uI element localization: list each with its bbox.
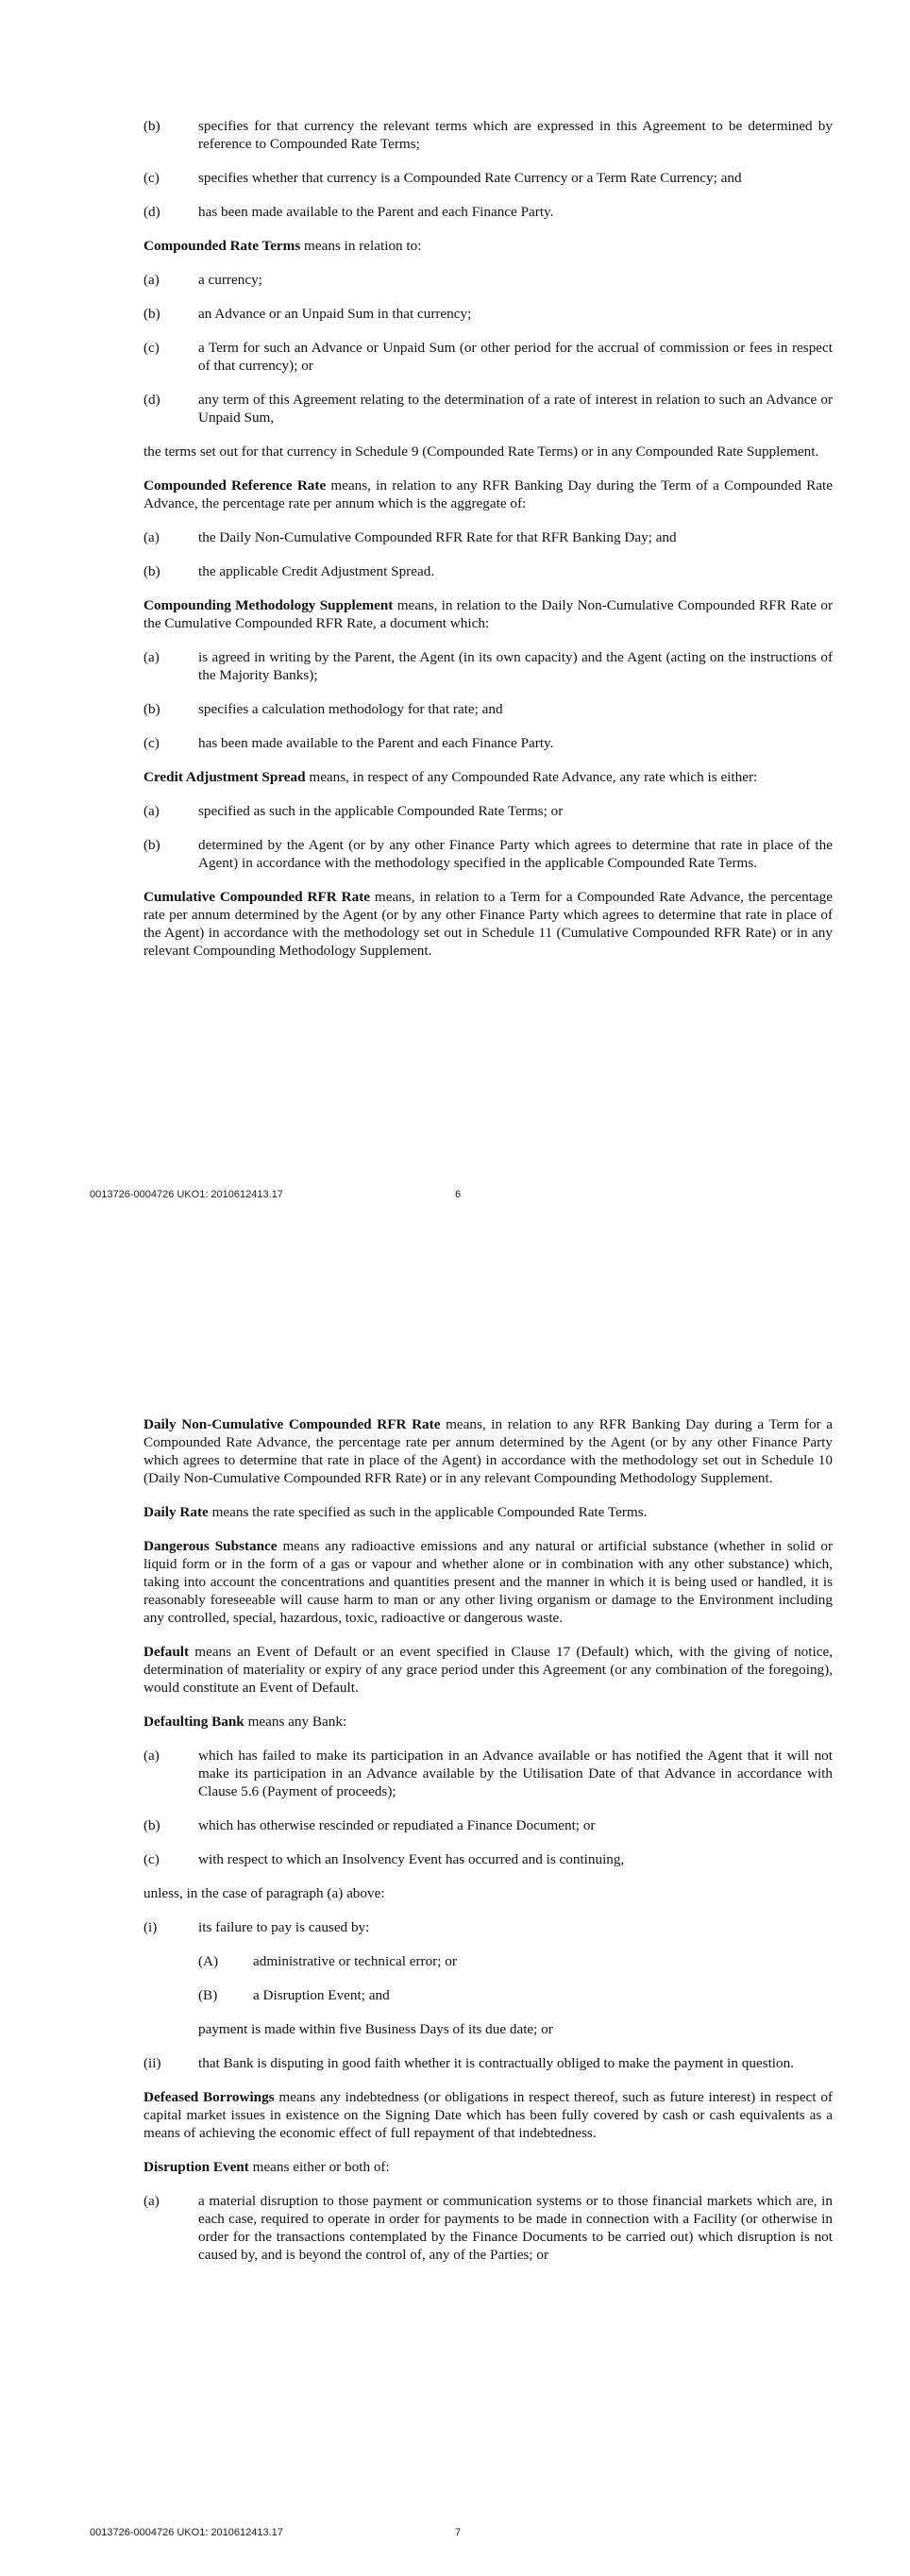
item-label: (c) bbox=[143, 1851, 160, 1867]
item-label: (d) bbox=[143, 204, 160, 220]
definition-text: means any Bank: bbox=[244, 1714, 347, 1730]
definition-text: means, in respect of any Compounded Rate Advance, any rate which is either: bbox=[305, 769, 758, 785]
item-label: (a) bbox=[143, 803, 160, 819]
list-item bbox=[143, 1850, 833, 1868]
footer-document-reference: 0013726-0004726 UKO1: 2010612413.17 bbox=[90, 1189, 283, 1200]
item-label: (b) bbox=[143, 1817, 160, 1833]
item-label: (b) bbox=[143, 701, 160, 717]
definition-text: means either or both of: bbox=[248, 2159, 390, 2175]
definition-text: means in relation to: bbox=[300, 238, 422, 254]
list-item bbox=[143, 1816, 833, 1834]
list-item bbox=[143, 2192, 833, 2264]
item-label: (b) bbox=[143, 563, 160, 579]
item-label: (c) bbox=[143, 340, 160, 356]
page-6-body bbox=[143, 117, 833, 976]
definition-disruption-event bbox=[143, 2158, 833, 2176]
item-text: that Bank is disputing in good faith whether it is contractually obliged to make the payment in question. bbox=[198, 2055, 795, 2071]
defined-term: Disruption Event bbox=[143, 2159, 249, 2175]
item-label: (ii) bbox=[143, 2055, 161, 2071]
sub-list-item bbox=[198, 1952, 833, 1970]
page-7-body bbox=[143, 1415, 833, 2280]
list-item bbox=[143, 836, 833, 872]
footer-page-number: 7 bbox=[455, 2527, 462, 2538]
sub-list-item bbox=[198, 1986, 833, 2004]
definition-compounded-rate-terms bbox=[143, 237, 833, 255]
definition-text: means any indebtedness (or obligations in respect thereof, such as future interest) in respect of capital market issues in existence on the Signing Date which has been fully covered by cash or cash equivalents as a means of achieving the economic effect of full repayment of that indebtedness. bbox=[143, 2089, 833, 2141]
item-label: (b) bbox=[143, 837, 160, 853]
definition-text: means, in relation to any RFR Banking Day during a Term for a Compounded Rate Advance, the percentage rate per annum determined by the Agent (or by any other Finance Party which agrees to determine that rate in place of the Agent) in accordance with the methodology set out in Schedule 10 (Daily Non-Cumulative Compounded RFR Rate) or in any relevant Compounding Methodology Supplement. bbox=[143, 1416, 833, 1486]
list-item bbox=[143, 802, 833, 820]
item-text: administrative or technical error; or bbox=[253, 1953, 457, 1969]
definition-compounding-methodology-supplement bbox=[143, 596, 833, 632]
unless-clause: unless, in the case of paragraph (a) above: bbox=[143, 1885, 385, 1901]
defined-term: Compounded Reference Rate bbox=[143, 477, 327, 493]
item-text: a Term for such an Advance or Unpaid Sum (or other period for the accrual of commission or fees in respect of that currency); or bbox=[198, 340, 833, 374]
item-text: a Disruption Event; and bbox=[253, 1987, 390, 2003]
defined-term: Cumulative Compounded RFR Rate bbox=[143, 889, 370, 905]
definition-defaulting-bank bbox=[143, 1713, 833, 1731]
list-item bbox=[143, 528, 833, 546]
item-text: specified as such in the applicable Compounded Rate Terms; or bbox=[198, 803, 564, 819]
item-label: (d) bbox=[143, 392, 160, 408]
item-text: determined by the Agent (or by any other Finance Party which agrees to determine that rate in place of the Agent) in accordance with the methodology specified in the applicable Compounded Rate Terms. bbox=[198, 837, 833, 871]
item-label: (b) bbox=[143, 118, 160, 134]
defined-term: Compounding Methodology Supplement bbox=[143, 597, 394, 613]
list-item bbox=[143, 203, 833, 221]
list-item bbox=[143, 391, 833, 427]
definition-daily-rate bbox=[143, 1503, 833, 1521]
footer-document-reference: 0013726-0004726 UKO1: 2010612413.17 bbox=[90, 2527, 283, 2538]
payment-condition: payment is made within five Business Days of its due date; or bbox=[198, 2021, 553, 2037]
defined-term: Default bbox=[143, 1644, 190, 1660]
list-item bbox=[143, 169, 833, 187]
item-label: (a) bbox=[143, 1748, 160, 1764]
definition-tail: the terms set out for that currency in Schedule 9 (Compounded Rate Terms) or in any Compounded Rate Supplement. bbox=[143, 443, 819, 460]
list-item bbox=[143, 734, 833, 752]
definition-text: means, in relation to any RFR Banking Day during the Term of a Compounded Rate Advance, the percentage rate per annum which is the aggregate of: bbox=[143, 477, 833, 511]
item-text: the applicable Credit Adjustment Spread. bbox=[198, 563, 435, 579]
item-label: (c) bbox=[143, 170, 160, 186]
item-text: has been made available to the Parent and each Finance Party. bbox=[198, 204, 554, 220]
defined-term: Dangerous Substance bbox=[143, 1538, 278, 1554]
defined-term: Defeased Borrowings bbox=[143, 2089, 275, 2105]
page-6 bbox=[0, 0, 910, 1255]
definition-text: means an Event of Default or an event specified in Clause 17 (Default) which, with the giving of notice, determination of materiality or expiry of any grace period under this Agreement (or any combination of the foregoing), would constitute an Event of Default. bbox=[143, 1644, 833, 1696]
item-text: has been made available to the Parent and each Finance Party. bbox=[198, 735, 554, 751]
item-text: specifies a calculation methodology for that rate; and bbox=[198, 701, 503, 717]
list-item bbox=[143, 271, 833, 289]
list-item bbox=[143, 305, 833, 323]
item-label: (A) bbox=[198, 1953, 219, 1969]
item-text: a currency; bbox=[198, 272, 262, 288]
item-label: (c) bbox=[143, 735, 160, 751]
defined-term: Defaulting Bank bbox=[143, 1714, 244, 1730]
item-text: is agreed in writing by the Parent, the Agent (in its own capacity) and the Agent (acting on the instructions of the Majority Banks); bbox=[198, 649, 833, 683]
item-label: (a) bbox=[143, 649, 160, 665]
item-label: (i) bbox=[143, 1919, 158, 1935]
definition-daily-non-cumulative-compounded-rfr-rate bbox=[143, 1415, 833, 1487]
item-label: (b) bbox=[143, 306, 160, 322]
list-item bbox=[143, 648, 833, 684]
item-text: an Advance or an Unpaid Sum in that currency; bbox=[198, 306, 472, 322]
item-text: which has otherwise rescinded or repudiated a Finance Document; or bbox=[198, 1817, 596, 1833]
definition-compounded-reference-rate bbox=[143, 477, 833, 512]
definition-credit-adjustment-spread bbox=[143, 768, 833, 786]
list-item bbox=[143, 1918, 833, 1936]
definition-text: means, in relation to the Daily Non-Cumulative Compounded RFR Rate or the Cumulative Compounded RFR Rate, a document which: bbox=[143, 597, 833, 631]
item-label: (a) bbox=[143, 529, 160, 545]
defined-term: Daily Rate bbox=[143, 1504, 209, 1520]
item-text: a material disruption to those payment or communication systems or to those financial markets which are, in each case, required to operate in order for payments to be made in connection with a Facility (or otherwise in order for the transactions contemplated by the Finance Documents to be carried out) which disruption is not caused by, and is beyond the control of, any of the Parties; or bbox=[198, 2193, 833, 2263]
item-text: specifies for that currency the relevant terms which are expressed in this Agreement to be determined by reference to Compounded Rate Terms; bbox=[198, 118, 833, 152]
item-text: which has failed to make its participation in an Advance available or has notified the Agent that it will not make its participation in an Advance available by the Utilisation Date of that Advance in accordance with Clause 5.6 (Payment of proceeds); bbox=[198, 1748, 833, 1799]
list-item bbox=[143, 117, 833, 153]
list-item bbox=[143, 562, 833, 580]
list-item bbox=[143, 700, 833, 718]
item-text: the Daily Non-Cumulative Compounded RFR Rate for that RFR Banking Day; and bbox=[198, 529, 677, 545]
footer-page-number: 6 bbox=[455, 1189, 462, 1200]
item-label: (a) bbox=[143, 2193, 160, 2209]
item-text: its failure to pay is caused by: bbox=[198, 1919, 370, 1935]
list-item bbox=[143, 2054, 833, 2072]
definition-cumulative-compounded-rfr-rate bbox=[143, 888, 833, 960]
item-text: with respect to which an Insolvency Event has occurred and is continuing, bbox=[198, 1851, 625, 1867]
list-item bbox=[143, 1747, 833, 1800]
item-label: (a) bbox=[143, 272, 160, 288]
defined-term: Credit Adjustment Spread bbox=[143, 769, 306, 785]
definition-text: means any radioactive emissions and any natural or artificial substance (whether in solid or liquid form or in the form of a gas or vapour and whether alone or in combination with any other substance) which, taking into account the concentrations and quantities present and the manner in which it is being used or handled, it is reasonably foreseeable will cause harm to man or any other living organism or damage to the Environment including any controlled, special, hazardous, toxic, radioactive or dangerous waste. bbox=[143, 1538, 834, 1626]
list-item bbox=[143, 339, 833, 375]
definition-default bbox=[143, 1643, 833, 1697]
definition-text: means the rate specified as such in the applicable Compounded Rate Terms. bbox=[208, 1504, 648, 1520]
definition-dangerous-substance bbox=[143, 1537, 833, 1627]
definition-defeased-borrowings bbox=[143, 2088, 833, 2142]
item-text: any term of this Agreement relating to the determination of a rate of interest in relation to such an Advance or Unpaid Sum, bbox=[198, 392, 833, 426]
page-7 bbox=[0, 1255, 910, 2576]
item-text: specifies whether that currency is a Compounded Rate Currency or a Term Rate Currency; and bbox=[198, 170, 742, 186]
defined-term: Daily Non-Cumulative Compounded RFR Rate bbox=[143, 1416, 441, 1432]
defined-term: Compounded Rate Terms bbox=[143, 238, 301, 254]
item-label: (B) bbox=[198, 1987, 218, 2003]
definition-text: means, in relation to a Term for a Compounded Rate Advance, the percentage rate per annum determined by the Agent (or by any other Finance Party which agrees to determine that rate in place of the Agent) in accordance with the methodology set out in Schedule 11 (Cumulative Compounded RFR Rate) or in any relevant Compounding Methodology Supplement. bbox=[143, 889, 833, 959]
